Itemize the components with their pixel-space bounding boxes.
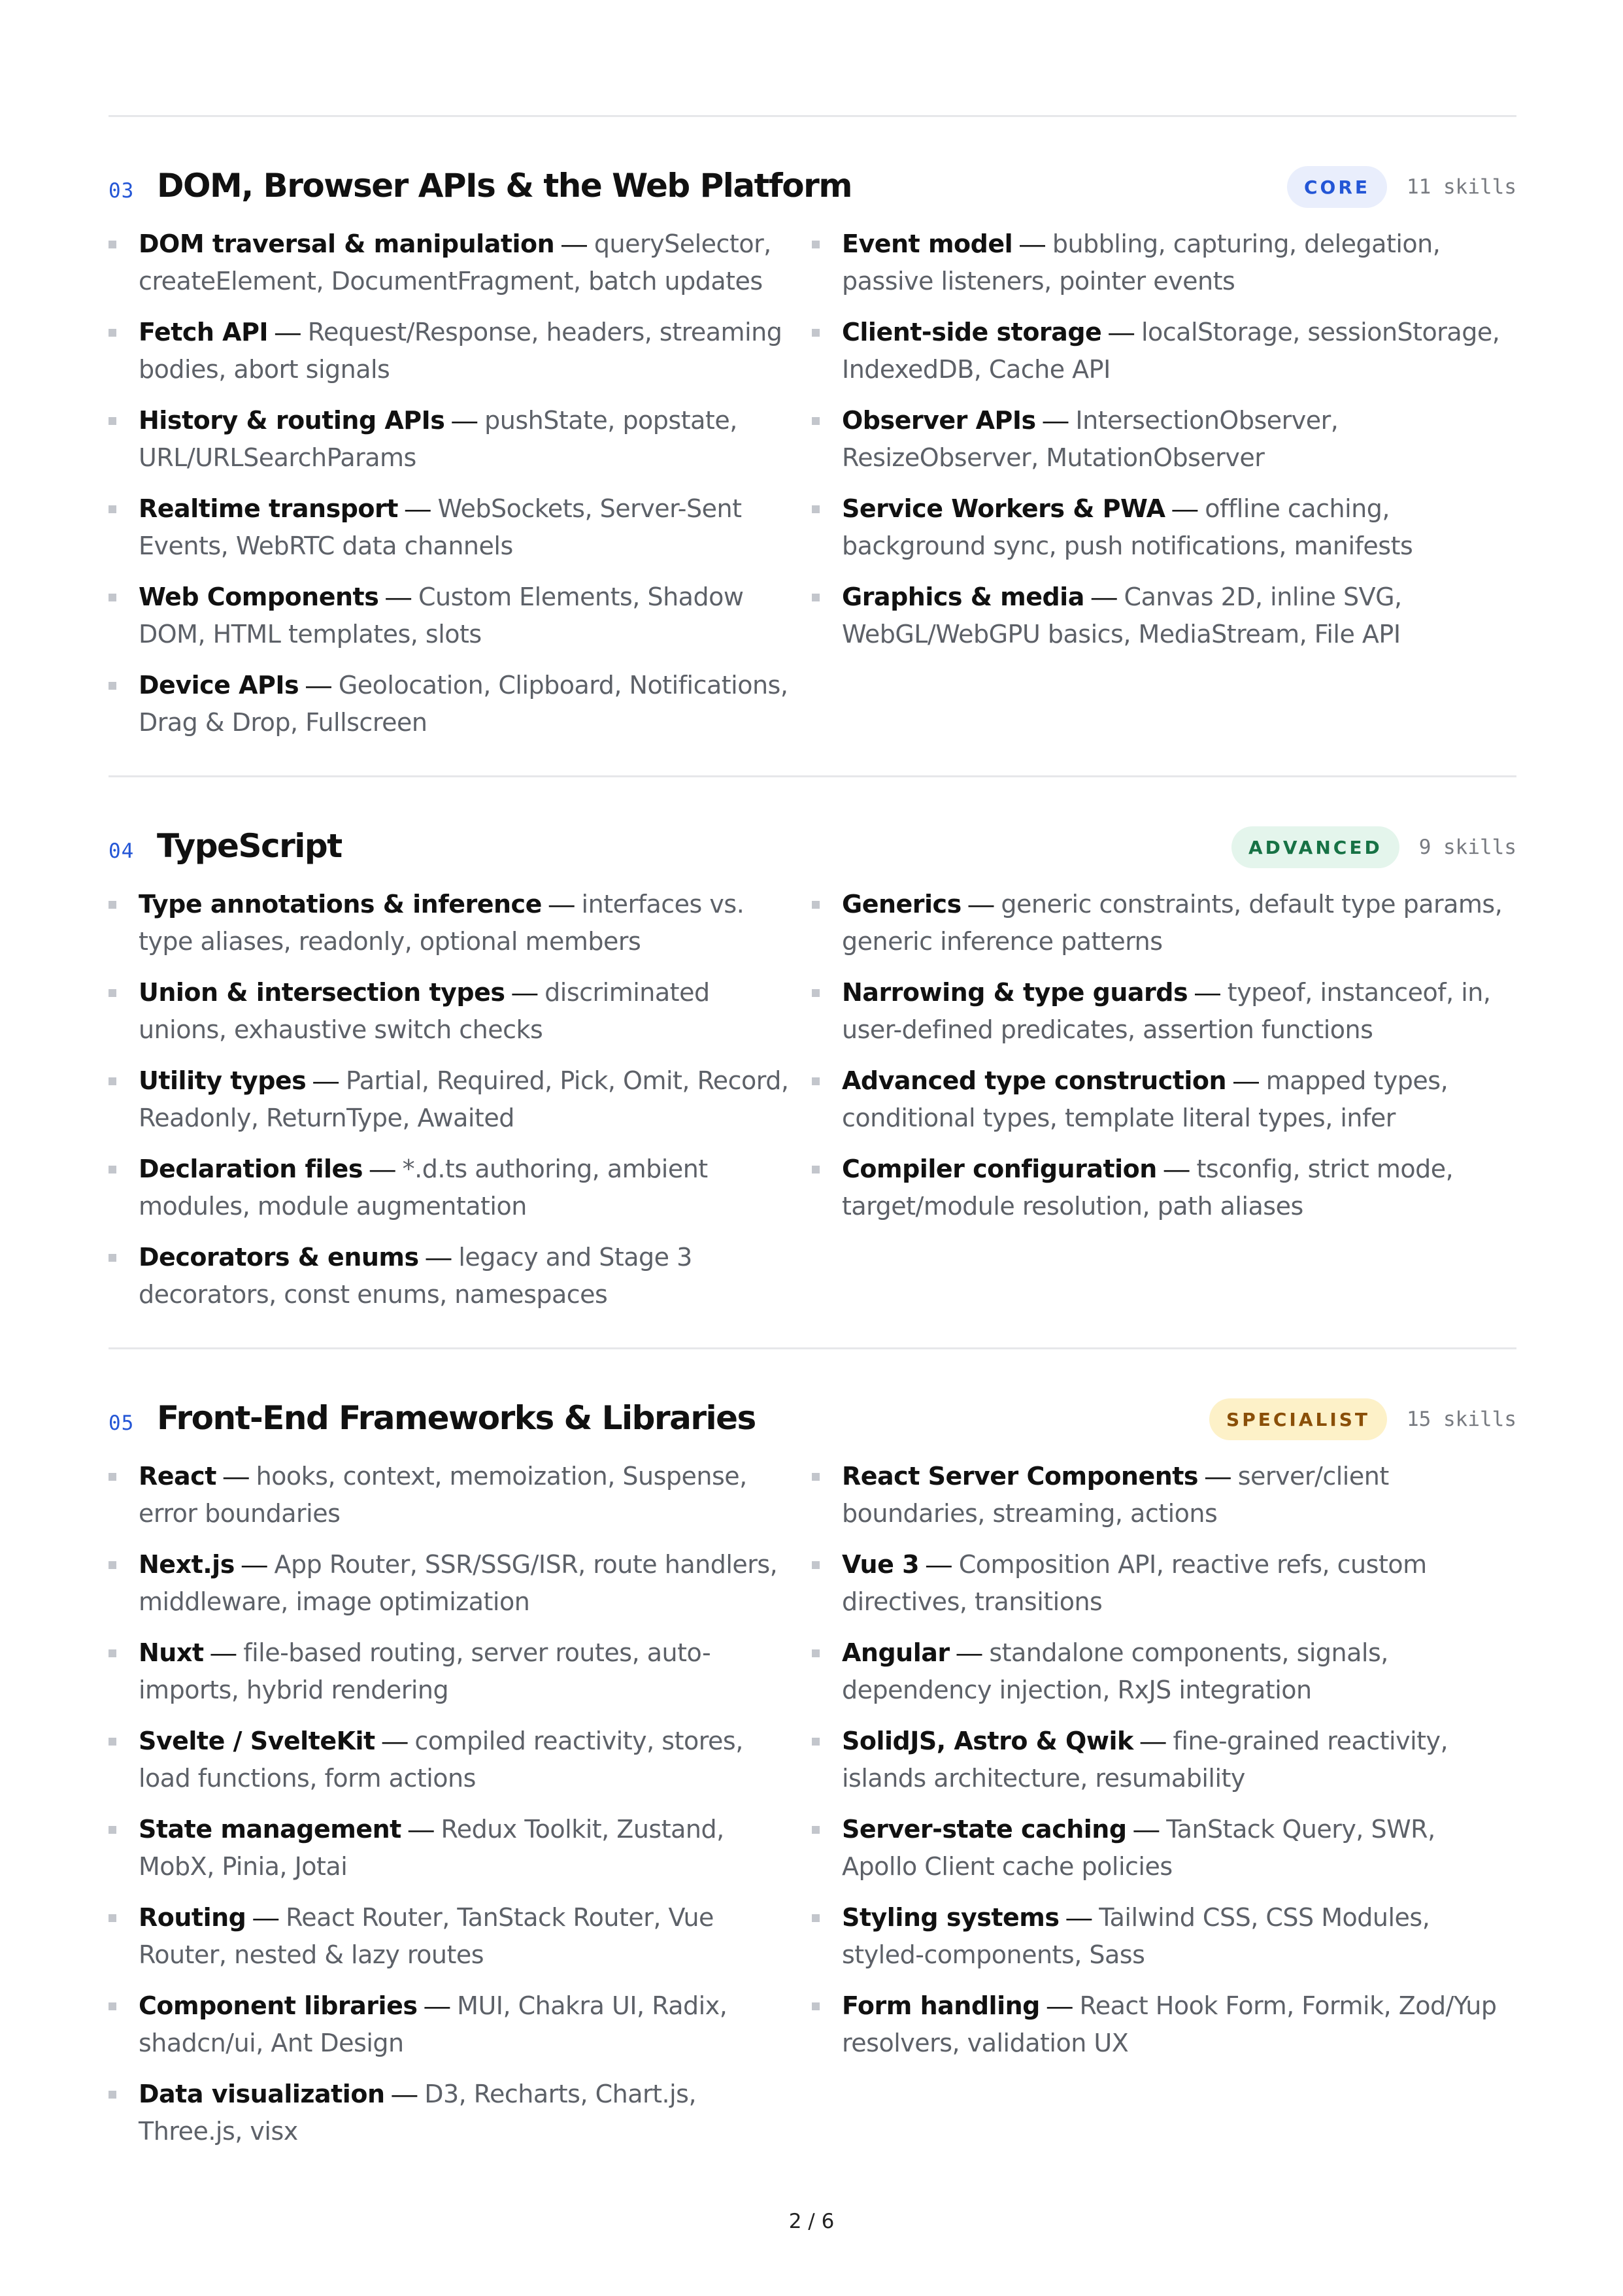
em-dash-separator: — (561, 230, 588, 258)
skill-term: Union & intersection types (139, 978, 505, 1007)
square-bullet-icon (109, 901, 116, 909)
em-dash-separator: — (369, 1155, 395, 1183)
skill-term: Type annotations & inference (139, 890, 542, 919)
top-divider (109, 115, 1516, 117)
skill-term: Advanced type construction (842, 1066, 1227, 1095)
square-bullet-icon (109, 1254, 116, 1262)
em-dash-separator: — (424, 1992, 450, 2020)
skill-description: typeof, instanceof, in, user-defined predicates, assertion functions (842, 978, 1491, 1044)
square-bullet-icon (109, 329, 116, 337)
skill-count: 9 skills (1418, 836, 1516, 859)
skill-item (109, 1899, 812, 1974)
skill-term: Decorators & enums (139, 1243, 419, 1272)
square-bullet-icon (109, 1166, 116, 1173)
square-bullet-icon (812, 901, 820, 909)
page-number: 2 / 6 (788, 2210, 835, 2233)
skill-term: Svelte / SvelteKit (139, 1727, 375, 1755)
square-bullet-icon (109, 1914, 116, 1922)
skill-description: WebSockets, Server-Sent Events, WebRTC data channels (139, 494, 742, 560)
em-dash-separator: — (1194, 979, 1220, 1007)
square-bullet-icon (812, 1077, 820, 1085)
skill-term: Client-side storage (842, 318, 1102, 346)
skill-term: React (139, 1462, 216, 1491)
skill-description: generic constraints, default type params, generic inference patterns (842, 890, 1503, 956)
skill-description: Custom Elements, Shadow DOM, HTML templates, slots (139, 582, 744, 649)
skill-item (109, 974, 812, 1049)
skill-description: file-based routing, server routes, auto-imports, hybrid rendering (139, 1638, 711, 1704)
skill-description: mapped types, conditional types, template literal types, infer (842, 1066, 1448, 1132)
skill-term: Graphics & media (842, 582, 1084, 611)
skill-description: Geolocation, Clipboard, Notifications, Drag & Drop, Fullscreen (139, 671, 788, 737)
square-bullet-icon (812, 1649, 820, 1657)
square-bullet-icon (812, 989, 820, 997)
skill-term: Nuxt (139, 1638, 204, 1667)
section-header (109, 165, 1516, 217)
skill-description: IntersectionObserver, ResizeObserver, MutationObserver (842, 406, 1339, 472)
em-dash-separator: — (1133, 1815, 1160, 1844)
skill-description: pushState, popstate, URL/URLSearchParams (139, 406, 737, 472)
em-dash-separator: — (313, 1067, 339, 1095)
skill-term: React Server Components (842, 1462, 1199, 1491)
skill-term: Web Components (139, 582, 379, 611)
section-dom-browser-apis (109, 165, 1516, 741)
section-header (109, 1397, 1516, 1449)
skill-item (812, 579, 1516, 653)
em-dash-separator: — (1205, 1462, 1231, 1491)
skill-item (812, 1062, 1516, 1137)
skill-description: legacy and Stage 3 decorators, const enums, namespaces (139, 1243, 692, 1309)
level-badge: CORE (1287, 166, 1387, 208)
skill-term: Narrowing & type guards (842, 978, 1188, 1007)
skill-term: Server-state caching (842, 1815, 1127, 1844)
skill-term: Fetch API (139, 318, 269, 346)
section-number: 03 (109, 179, 135, 203)
square-bullet-icon (109, 241, 116, 248)
square-bullet-icon (812, 329, 820, 337)
skill-item (812, 1458, 1516, 1532)
skill-item (812, 974, 1516, 1049)
em-dash-separator: — (1020, 230, 1045, 258)
em-dash-separator: — (241, 1551, 267, 1579)
skill-term: State management (139, 1815, 401, 1844)
skill-list (109, 226, 1516, 741)
skill-item (109, 1546, 812, 1621)
skill-item (812, 402, 1516, 477)
square-bullet-icon (109, 505, 116, 513)
section-number: 05 (109, 1411, 135, 1435)
skill-term: Compiler configuration (842, 1155, 1157, 1183)
em-dash-separator: — (1109, 318, 1135, 346)
section-header (109, 825, 1516, 877)
skill-term: Data visualization (139, 2080, 385, 2108)
skill-description: App Router, SSR/SSG/ISR, route handlers, middleware, image optimization (139, 1550, 778, 1616)
skill-count: 15 skills (1407, 1408, 1516, 1431)
skill-term: Styling systems (842, 1903, 1060, 1932)
skill-term: Utility types (139, 1066, 307, 1095)
section-typescript (109, 825, 1516, 1313)
em-dash-separator: — (452, 407, 478, 435)
skill-term: Routing (139, 1903, 246, 1932)
em-dash-separator: — (1172, 495, 1198, 523)
skill-item (109, 1811, 812, 1885)
em-dash-separator: — (548, 890, 575, 919)
em-dash-separator: — (1140, 1727, 1166, 1755)
skill-description: Tailwind CSS, CSS Modules, styled-components, Sass (842, 1903, 1430, 1969)
section-title: Front-End Frameworks & Libraries (157, 1399, 756, 1437)
skill-description: compiled reactivity, stores, load functions, form actions (139, 1727, 743, 1793)
skill-item (109, 226, 812, 300)
em-dash-separator: — (405, 495, 431, 523)
skill-item (109, 579, 812, 653)
skill-item (109, 1239, 812, 1313)
square-bullet-icon (109, 989, 116, 997)
square-bullet-icon (109, 2002, 116, 2010)
square-bullet-icon (812, 1738, 820, 1746)
skill-item (812, 314, 1516, 388)
square-bullet-icon (812, 1914, 820, 1922)
em-dash-separator: — (1091, 583, 1117, 611)
skill-description: interfaces vs. type aliases, readonly, optional members (139, 890, 745, 956)
em-dash-separator: — (223, 1462, 249, 1491)
skill-description: Partial, Required, Pick, Omit, Record, Readonly, ReturnType, Awaited (139, 1066, 789, 1132)
square-bullet-icon (812, 1473, 820, 1481)
em-dash-separator: — (253, 1904, 279, 1932)
square-bullet-icon (812, 1826, 820, 1834)
skill-item (812, 1634, 1516, 1709)
level-badge: SPECIALIST (1209, 1398, 1387, 1440)
skill-item (109, 1458, 812, 1532)
section-number: 04 (109, 839, 135, 863)
skill-term: Form handling (842, 1991, 1040, 2020)
skill-description: offline caching, background sync, push notifications, manifests (842, 494, 1413, 560)
em-dash-separator: — (1163, 1155, 1190, 1183)
skill-term: Vue 3 (842, 1550, 920, 1579)
skill-description: React Hook Form, Formik, Zod/Yup resolvers, validation UX (842, 1991, 1497, 2057)
skill-description: tsconfig, strict mode, target/module resolution, path aliases (842, 1155, 1454, 1221)
square-bullet-icon (812, 417, 820, 425)
square-bullet-icon (109, 1826, 116, 1834)
em-dash-separator: — (512, 979, 538, 1007)
skill-description: React Router, TanStack Router, Vue Router, nested & lazy routes (139, 1903, 714, 1969)
skill-term: Event model (842, 229, 1013, 258)
skill-list (109, 1458, 1516, 2150)
skill-item (812, 1987, 1516, 2062)
skill-item (109, 1062, 812, 1137)
square-bullet-icon (109, 594, 116, 601)
em-dash-separator: — (956, 1639, 982, 1667)
skill-description: MUI, Chakra UI, Radix, shadcn/ui, Ant Design (139, 1991, 728, 2057)
skill-item (812, 490, 1516, 565)
skill-item (109, 314, 812, 388)
square-bullet-icon (109, 417, 116, 425)
section-divider (109, 1347, 1516, 1349)
skill-item (812, 1811, 1516, 1885)
skill-term: Component libraries (139, 1991, 418, 2020)
skill-item (812, 1899, 1516, 1974)
section-frameworks (109, 1397, 1516, 2150)
square-bullet-icon (812, 241, 820, 248)
skill-count: 11 skills (1407, 175, 1516, 199)
skill-term: SolidJS, Astro & Qwik (842, 1727, 1133, 1755)
skill-item (109, 402, 812, 477)
square-bullet-icon (812, 1561, 820, 1569)
skill-term: Service Workers & PWA (842, 494, 1165, 523)
em-dash-separator: — (1066, 1904, 1092, 1932)
skill-item (812, 226, 1516, 300)
skill-description: hooks, context, memoization, Suspense, error boundaries (139, 1462, 747, 1528)
em-dash-separator: — (1046, 1992, 1073, 2020)
section-divider (109, 775, 1516, 777)
square-bullet-icon (109, 2091, 116, 2099)
skill-term: Generics (842, 890, 962, 919)
skill-description: bubbling, capturing, delegation, passive listeners, pointer events (842, 229, 1441, 295)
skill-list (109, 886, 1516, 1313)
square-bullet-icon (109, 1077, 116, 1085)
em-dash-separator: — (210, 1639, 237, 1667)
skill-term: Declaration files (139, 1155, 363, 1183)
skill-description: querySelector, createElement, DocumentFragment, batch updates (139, 229, 771, 295)
em-dash-separator: — (306, 671, 331, 700)
skill-description: discriminated unions, exhaustive switch checks (139, 978, 710, 1044)
em-dash-separator: — (392, 2080, 418, 2108)
skill-description: *.d.ts authoring, ambient modules, module augmentation (139, 1155, 708, 1221)
square-bullet-icon (812, 1166, 820, 1173)
section-title: TypeScript (157, 827, 342, 865)
skill-description: fine-grained reactivity, islands architecture, resumability (842, 1727, 1448, 1793)
skill-term: DOM traversal & manipulation (139, 229, 555, 258)
skill-description: Composition API, reactive refs, custom directives, transitions (842, 1550, 1427, 1616)
square-bullet-icon (812, 594, 820, 601)
skill-item (109, 1634, 812, 1709)
em-dash-separator: — (382, 1727, 408, 1755)
level-badge: ADVANCED (1231, 826, 1399, 868)
em-dash-separator: — (968, 890, 994, 919)
em-dash-separator: — (386, 583, 412, 611)
em-dash-separator: — (1043, 407, 1069, 435)
skill-item (812, 1546, 1516, 1621)
skill-description: Canvas 2D, inline SVG, WebGL/WebGPU basics, MediaStream, File API (842, 582, 1402, 649)
skill-item (812, 886, 1516, 960)
square-bullet-icon (812, 505, 820, 513)
square-bullet-icon (109, 1561, 116, 1569)
skill-description: Redux Toolkit, Zustand, MobX, Pinia, Jotai (139, 1815, 724, 1881)
skill-term: Device APIs (139, 671, 299, 700)
square-bullet-icon (109, 1649, 116, 1657)
skill-term: Observer APIs (842, 406, 1036, 435)
skill-description: server/client boundaries, streaming, actions (842, 1462, 1389, 1528)
skill-description: standalone components, signals, dependency injection, RxJS integration (842, 1638, 1388, 1704)
skill-item (109, 667, 812, 741)
square-bullet-icon (109, 1473, 116, 1481)
em-dash-separator: — (926, 1551, 952, 1579)
section-title: DOM, Browser APIs & the Web Platform (157, 167, 852, 205)
skill-item (812, 1151, 1516, 1225)
skill-item (109, 1723, 812, 1797)
skill-item (109, 1151, 812, 1225)
square-bullet-icon (109, 682, 116, 690)
skill-item (109, 886, 812, 960)
skill-description: D3, Recharts, Chart.js, Three.js, visx (139, 2080, 697, 2146)
skill-item (812, 1723, 1516, 1797)
skill-term: Next.js (139, 1550, 235, 1579)
skill-description: Request/Response, headers, streaming bodies, abort signals (139, 318, 782, 384)
em-dash-separator: — (275, 318, 301, 346)
skill-term: Angular (842, 1638, 950, 1667)
skill-description: localStorage, sessionStorage, IndexedDB, Cache API (842, 318, 1500, 384)
square-bullet-icon (109, 1738, 116, 1746)
em-dash-separator: — (408, 1815, 434, 1844)
skill-item (109, 490, 812, 565)
skill-term: Realtime transport (139, 494, 398, 523)
skill-term: History & routing APIs (139, 406, 445, 435)
skill-description: TanStack Query, SWR, Apollo Client cache policies (842, 1815, 1435, 1881)
em-dash-separator: — (1233, 1067, 1259, 1095)
skill-item (109, 2076, 812, 2150)
skill-item (109, 1987, 812, 2062)
square-bullet-icon (812, 2002, 820, 2010)
em-dash-separator: — (426, 1243, 452, 1272)
